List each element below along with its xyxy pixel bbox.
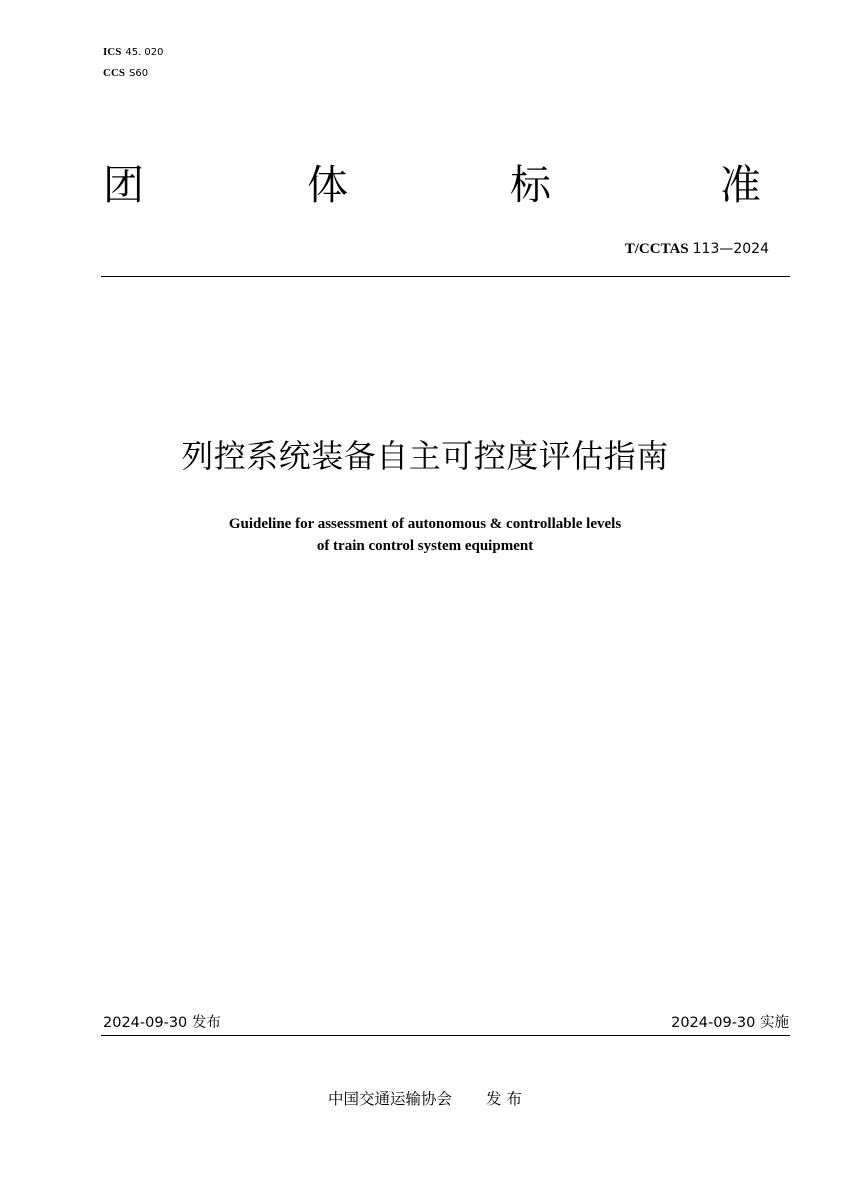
standard-type-char-4: 准 <box>720 161 761 209</box>
ccs-code <box>103 66 148 81</box>
standard-type-char-3: 标 <box>510 161 551 209</box>
document-title-english-line2: of train control system equipment <box>316 538 534 554</box>
publisher-action: 发 布 <box>486 1090 522 1108</box>
standard-number-prefix: T/CCTAS <box>624 241 689 257</box>
standard-type-char-2: 体 <box>307 161 348 209</box>
implementation-date: 2024-09-30 实施 <box>671 1015 789 1031</box>
document-title-chinese: 列控系统装备自主可控度评估指南 <box>181 437 669 475</box>
footer-divider <box>101 1035 790 1036</box>
ics-label: ICS <box>103 46 122 58</box>
publisher-name: 中国交通运输协会 <box>328 1090 453 1108</box>
standard-number-value: 113—2024 <box>692 241 769 257</box>
ics-value: 45. 020 <box>125 47 164 58</box>
issue-date: 2024-09-30 发布 <box>103 1015 221 1031</box>
standard-type-heading <box>103 160 773 210</box>
publisher-line <box>0 1089 850 1109</box>
ics-code <box>103 45 164 60</box>
ccs-label: CCS <box>103 67 126 79</box>
ccs-value: S60 <box>129 68 149 79</box>
header-divider <box>101 276 790 277</box>
standard-number <box>625 240 769 258</box>
document-title-english-line1: Guideline for assessment of autonomous & controllable levels <box>228 516 622 532</box>
standard-type-char-1: 团 <box>103 161 144 209</box>
